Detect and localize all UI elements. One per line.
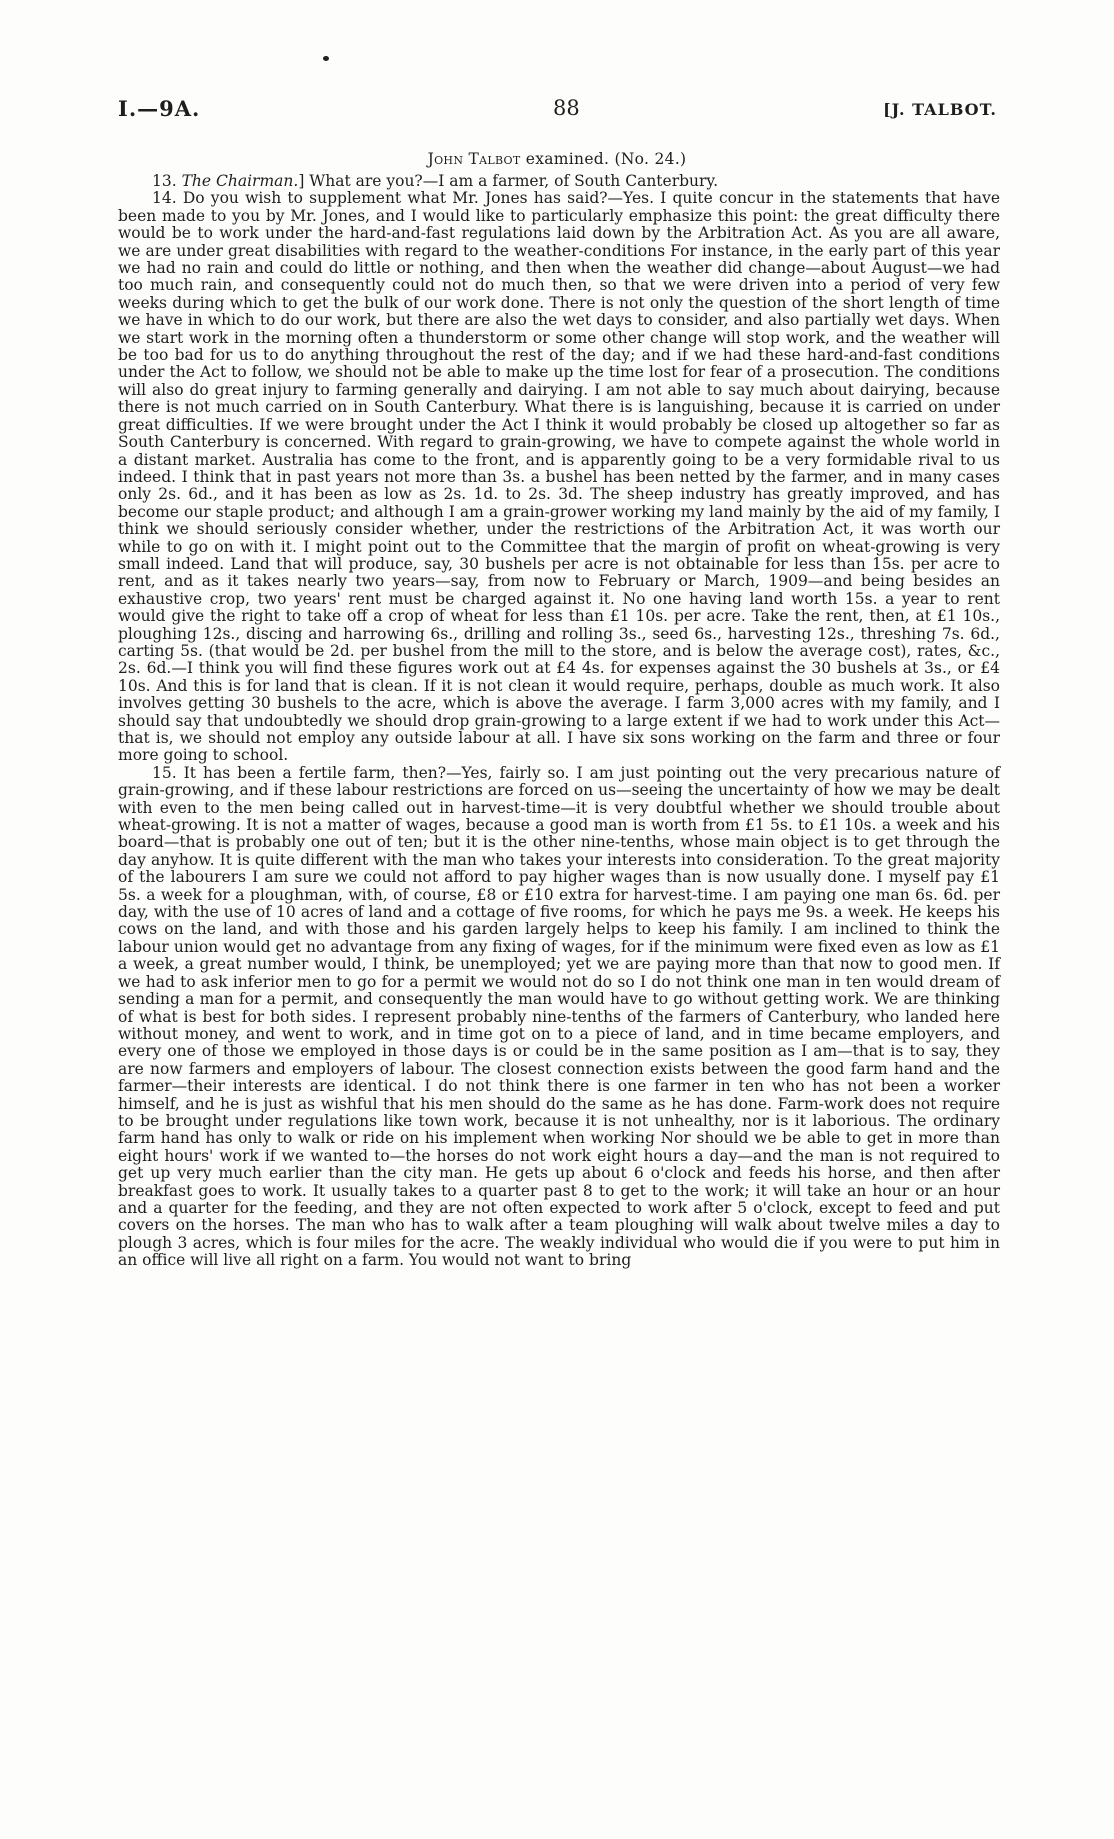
testimony-body bbox=[118, 173, 1000, 1270]
paragraph-14 bbox=[118, 190, 1000, 764]
section-heading bbox=[0, 150, 1114, 168]
paragraph-15 bbox=[118, 765, 1000, 1270]
paragraph-number: 14. bbox=[152, 189, 177, 208]
witness-name: John Talbot bbox=[427, 150, 521, 168]
paragraph-text: Do you wish to supplement what Mr. Jones has said?—Yes. I quite concur in the statements that have been made to you by Mr. Jones, and I would like to particularly emphasize this point: the great difficulty there would be to work under the hard-and-fast regulations laid down by the Arbitration Act. As you are all aware, we are under great disabilities with regard to the weather-conditions For instance, in the early part of this year we had no rain and could do little or nothing, and then when the weather did change—about August—we had too much rain, and consequently could not do much then, so that we were driven into a period of very few weeks during which to get the bulk of our work done. There is not only the question of the short length of time we have in which to do our work, but there are also the wet days to consider, and also partially wet days. When we start work in the morning often a thunderstorm or some other change will stop work, and the weather will be too bad for us to do anything throughout the rest of the day; and if we had these hard-and-fast conditions under the Act to follow, we should not be able to make up the time lost for fear of a prosecution. The conditions will also do great injury to farming generally and dairying. I am not able to say much about dairying, because there is not much carried on in South Canterbury. What there is is languishing, because it is carried on under great difficulties. If we were brought under the Act I think it would probably be closed up altogether so far as South Canterbury is concerned. With regard to grain-growing, we have to compete against the whole world in a distant market. Australia has come to the front, and is apparently going to be a very formidable rival to us indeed. I think that in past years not more than 3s. a bushel has been netted by the farmer, and in many cases only 2s. 6d., and it has been as low as 2s. 1d. to 2s. 3d. The sheep industry has greatly improved, and has become our staple product; and although I am a grain-grower working my land mainly by the aid of my family, I think we should seriously consider whether, under the restrictions of the Arbitration Act, it was worth our while to go on with it. I might point out to the Committee that the margin of profit on wheat-growing is very small indeed. Land that will produce, say, 30 bushels per acre is not obtainable for less than 15s. per acre to rent, and as it takes nearly two years—say, from now to February or March, 1909—and being besides an exhaustive crop, two years' rent must be charged against it. No one having land worth 15s. a year to rent would give the right to take off a crop of wheat for less than £1 10s. per acre. Take the rent, then, at £1 10s., ploughing 12s., discing and harrowing 6s., drilling and rolling 3s., seed 6s., harvesting 12s., threshing 7s. 6d., carting 5s. (that would be 2d. per bushel from the mill to the store, and is below the average cost), rates, &c., 2s. 6d.—I think you will find these figures work out at £4 4s. for expenses against the 30 bushels at 3s., or £4 10s. And this is for land that is clean. If it is not clean it would require, perhaps, double as much work. It also involves getting 30 bushels to the acre, which is above the average. I farm 3,000 acres with my family, and I should say that undoubtedly we should drop grain-growing to a large extent if we had to work under this Act—that is, we should not employ any outside labour at all. I have six sons working on the farm and three or four more going to school. bbox=[118, 189, 1000, 765]
paragraph-number: 15. bbox=[152, 763, 177, 782]
running-header-name: [J. TALBOT. bbox=[883, 100, 997, 119]
heading-rest: examined. (No. 24.) bbox=[525, 150, 687, 168]
paragraph-text: It has been a fertile farm, then?—Yes, fairly so. I am just pointing out the very precarious nature of grain-growing, and if these labour restrictions are forced on us—seeing the uncertainty of how we may be dealt with even to the men being called out in harvest-time—it is very doubtful whether we should trouble about wheat-growing. It is not a matter of wages, because a good man is worth from £1 5s. to £1 10s. a week and his board—that is probably one out of ten; but it is the other nine-tenths, whose main object is to get through the day anyhow. It is quite different with the man who takes your interests into consideration. To the great majority of the labourers I am sure we could not afford to pay higher wages than is now usually done. I myself pay £1 5s. a week for a ploughman, with, of course, £8 or £10 extra for harvest-time. I am paying one man 6s. 6d. per day, with the use of 10 acres of land and a cottage of five rooms, for which he pays me 9s. a week. He keeps his cows on the land, and with those and his garden largely helps to keep his family. I am inclined to think the labour union would get no advantage from any fixing of wages, for if the minimum were fixed even as low as £1 a week, a great number would, I think, be unemployed; yet we are paying more than that now to good men. If we had to ask inferior men to go for a permit we would not do so I do not think one man in ten would dream of sending a man for a permit, and consequently the man would have to go without getting work. We are thinking of what is best for both sides. I represent probably nine-tenths of the farmers of Canterbury, who landed here without money, and went to work, and in time got on to a piece of land, and in time became employers, and every one of those we employed in those days is or could be in the same position as I am—that is to say, they are now farmers and employers of labour. The closest connection exists between the good farm hand and the farmer—their interests are identical. I do not think there is one farmer in ten who has not been a worker himself, and he is just as wishful that his men should do the same as he has done. Farm-work does not require to be brought under regulations like town work, because it is not unhealthy, nor is it laborious. The ordinary farm hand has only to walk or ride on his implement when working Nor should we be able to get in more than eight hours' work if we wanted to—the horses do not work eight hours a day—and the man is not required to get up very much earlier than the city man. He gets up about 6 o'clock and feeds his horse, and then after breakfast goes to work. It usually takes to a quarter past 8 to get to the work; it will take an hour or an hour and a quarter for the feeding, and they are not often expected to work after 5 o'clock, except to feed and put covers on the horses. The man who has to walk after a team ploughing will walk about twelve miles a day to plough 3 acres, which is four miles for the acre. The weakly individual who would die if you were to put him in an office will live all right on a farm. You would not want to bring bbox=[118, 763, 1000, 1270]
parliamentary-paper-code: I.—9A. bbox=[118, 96, 201, 121]
paragraph-text: ] What are you?—I am a farmer, of South Canterbury. bbox=[298, 172, 719, 190]
ink-dot bbox=[323, 56, 329, 61]
page-number: 88 bbox=[553, 96, 580, 120]
paragraph-number: 13. bbox=[152, 172, 177, 190]
paragraph-13 bbox=[118, 173, 1000, 190]
speaker-label: The Chairman. bbox=[181, 172, 299, 190]
